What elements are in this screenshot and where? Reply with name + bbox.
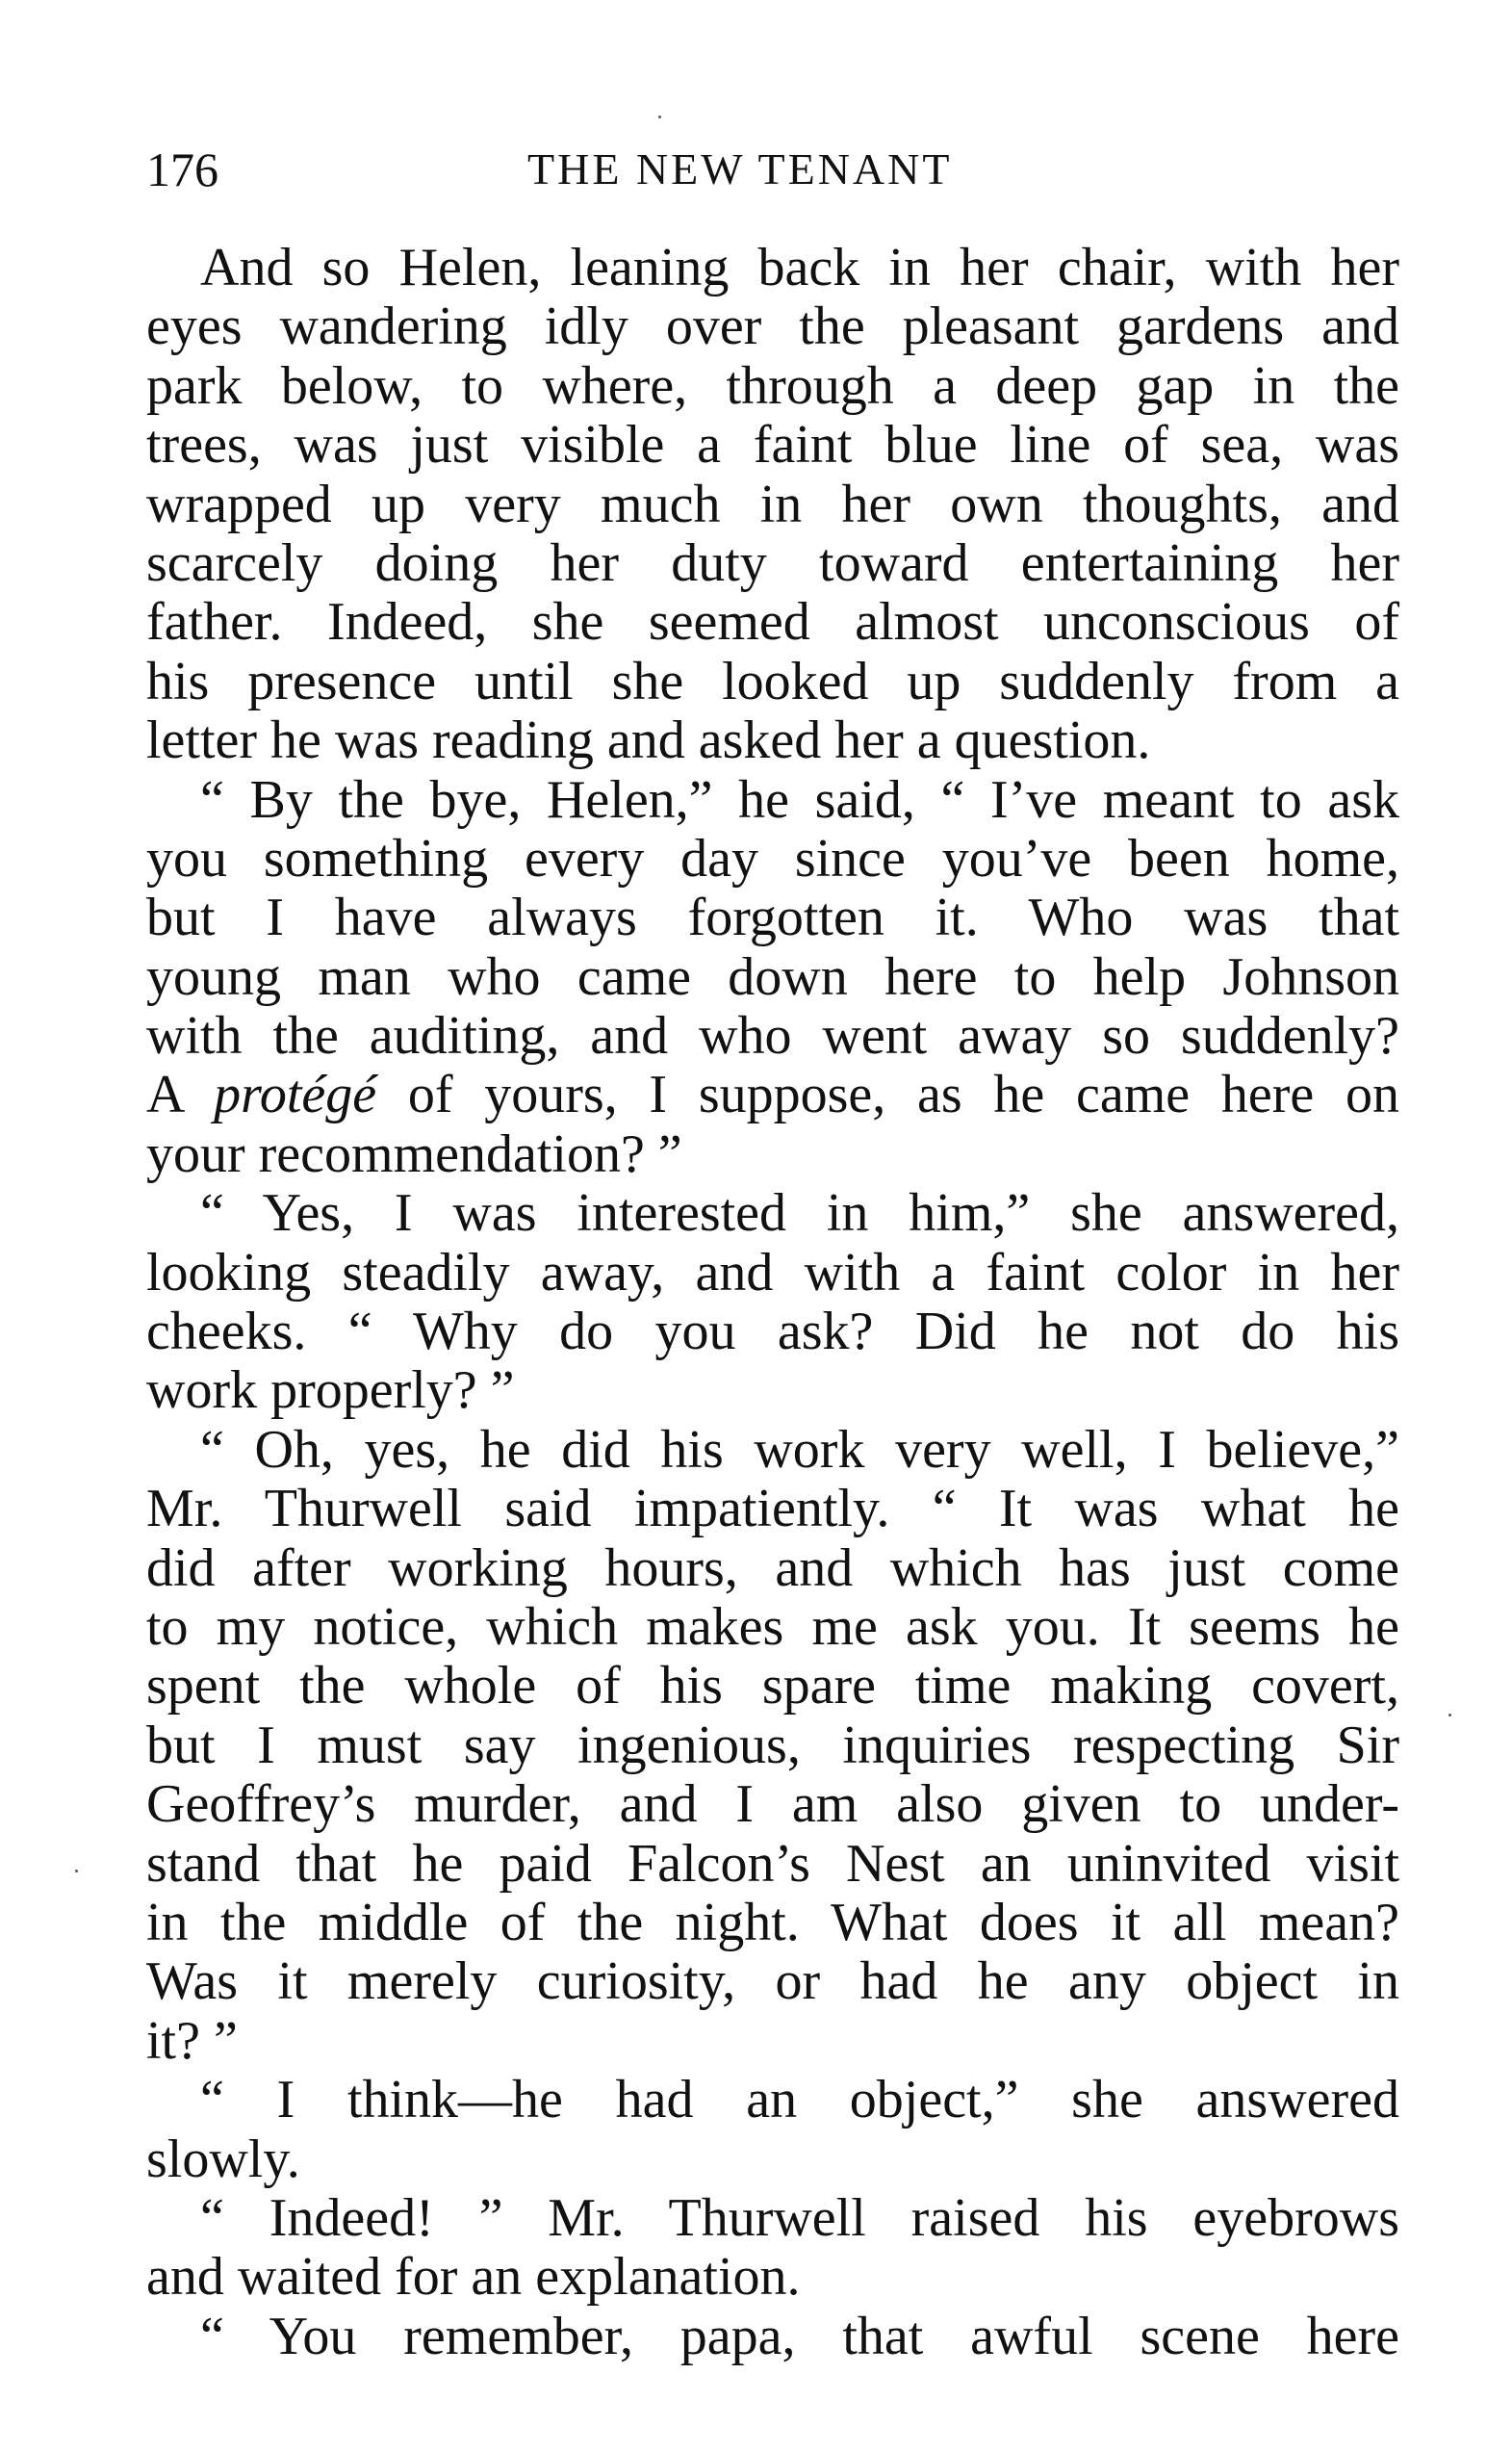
text-line: Was it merely curiosity, or had he any object in: [146, 1951, 1399, 2012]
text-line: “ By the bye, Helen,” he said, “ I’ve meant to ask: [200, 769, 1399, 830]
text-line: letter he was reading and asked her a question.: [146, 710, 1151, 771]
text-line: “ Indeed! ” Mr. Thurwell raised his eyebrows: [200, 2187, 1399, 2248]
text-line: father. Indeed, she seemed almost unconscious of: [146, 592, 1399, 653]
text-line: looking steadily away, and with a faint color in her: [146, 1242, 1399, 1303]
text-line: young man who came down here to help Johnson: [146, 946, 1399, 1007]
text-line: work properly? ”: [146, 1360, 515, 1421]
text-line: wrapped up very much in her own thoughts, and: [146, 474, 1399, 534]
scan-speck: [75, 1870, 78, 1872]
text-line: “ Yes, I was interested in him,” she answered,: [200, 1183, 1399, 1244]
text-line: scarcely doing her duty toward entertaining her: [146, 532, 1399, 593]
text-line: “ I think—he had an object,” she answered: [200, 2070, 1399, 2130]
text-line: cheeks. “ Why do you ask? Did he not do his: [146, 1302, 1399, 1362]
text-line: slowly.: [146, 2129, 300, 2189]
text-line: and waited for an explanation.: [146, 2247, 801, 2308]
running-title: THE NEW TENANT: [527, 144, 953, 194]
text-line: to my notice, which makes me ask you. It seems he: [146, 1596, 1399, 1657]
text-line: his presence until she looked up suddenly from a: [146, 651, 1399, 711]
text-line: with the auditing, and who went away so suddenly?: [146, 1006, 1399, 1067]
scan-speck: [1448, 1714, 1451, 1716]
text-line: in the middle of the night. What does it all mean?: [146, 1892, 1399, 1952]
text-line: your recommendation? ”: [146, 1123, 682, 1184]
text-line: stand that he paid Falcon’s Nest an uninvited visit: [146, 1833, 1399, 1894]
text-line: you something every day since you’ve been home,: [146, 828, 1399, 889]
text-line: eyes wandering idly over the pleasant gardens and: [146, 297, 1399, 357]
scan-speck: [658, 116, 661, 118]
italic-word: protégé: [214, 1065, 377, 1125]
text-line: trees, was just visible a faint blue line of sea, was: [146, 415, 1399, 476]
body-text: [146, 239, 1399, 2366]
text-line: Geoffrey’s murder, and I am also given to under-: [146, 1774, 1399, 1835]
text-line: it? ”: [146, 2010, 238, 2071]
text-line: but I have always forgotten it. Who was that: [146, 888, 1399, 948]
text-line: “ Oh, yes, he did his work very well, I believe,”: [200, 1419, 1399, 1480]
page-header: [146, 141, 1397, 198]
text-line: park below, to where, through a deep gap in the: [146, 355, 1399, 416]
text-line: but I must say ingenious, inquiries respecting Sir: [146, 1715, 1399, 1775]
text-line: And so Helen, leaning back in her chair, with her: [200, 238, 1399, 297]
text-line: spent the whole of his spare time making covert,: [146, 1656, 1399, 1716]
text-line: did after working hours, and which has just come: [146, 1537, 1399, 1598]
text-line: Mr. Thurwell said impatiently. “ It was what he: [146, 1479, 1399, 1539]
page-number: 176: [146, 142, 218, 196]
text-line: A protégé of yours, I suppose, as he came here on: [146, 1065, 1399, 1125]
text-line: “ You remember, papa, that awful scene here: [200, 2306, 1399, 2366]
